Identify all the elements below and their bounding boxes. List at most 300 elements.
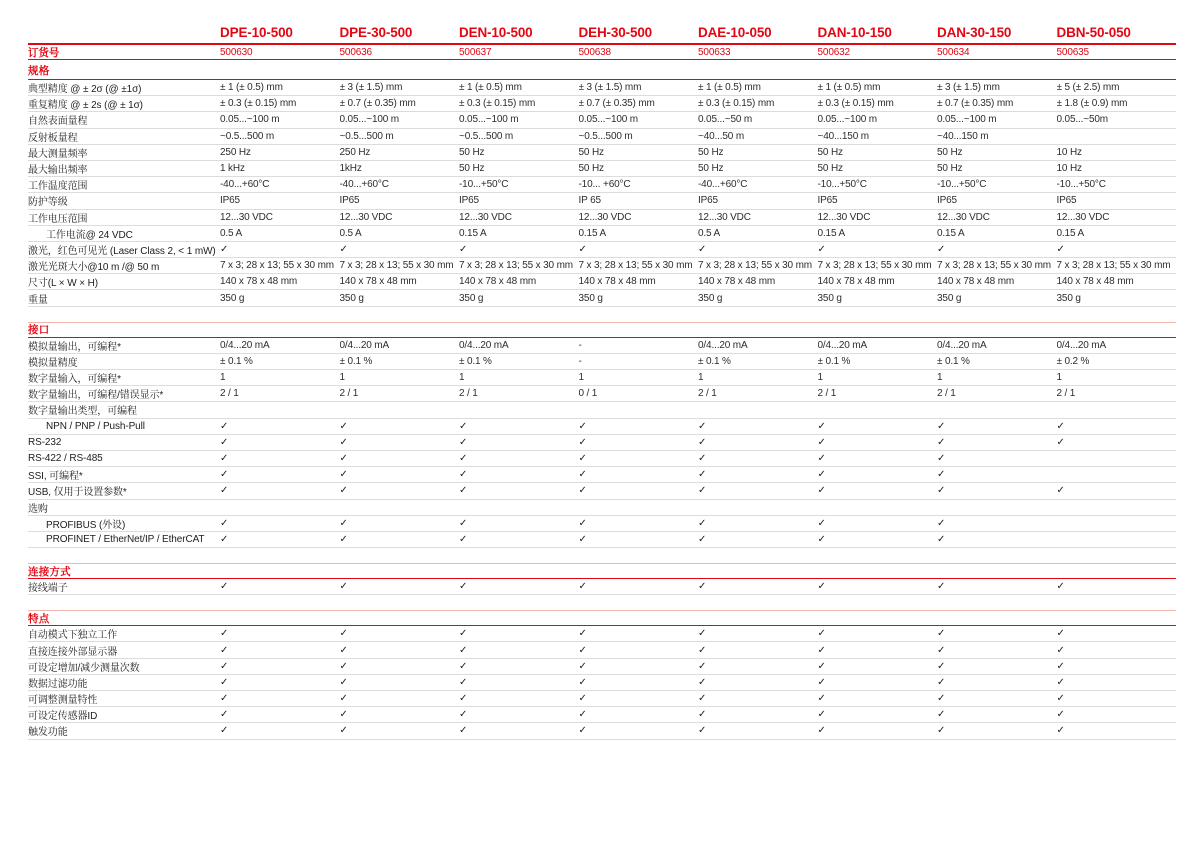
spec-cell: 50 Hz — [578, 163, 604, 175]
spec-cell: ± 0.1 % — [220, 355, 253, 367]
checkmark-icon: ✓ — [339, 660, 348, 672]
checkmark-icon: ✓ — [698, 533, 707, 545]
spec-cell: 250 Hz — [339, 146, 371, 158]
spec-cell: 10 Hz — [1056, 163, 1082, 175]
spec-cell: IP 65 — [578, 195, 601, 207]
spec-cell: 0.5 A — [220, 227, 243, 239]
checkmark-icon: ✓ — [578, 517, 587, 529]
checkmark-icon: ✓ — [220, 693, 229, 705]
spec-cell: ± 0.1 % — [937, 355, 970, 367]
spec-cell: -40...+60°C — [698, 179, 748, 191]
spec-cell: 7 x 3; 28 x 13; 55 x 30 mm — [698, 260, 812, 272]
checkmark-icon: ✓ — [817, 453, 826, 465]
spec-row — [28, 290, 1176, 306]
checkmark-icon: ✓ — [220, 243, 229, 255]
spec-cell: 350 g — [339, 292, 364, 304]
checkmark-icon: ✓ — [578, 453, 587, 465]
row-label: 工作电压范围 — [28, 213, 88, 225]
row-label: RS-422 / RS-485 — [28, 453, 103, 465]
spec-cell: 140 x 78 x 48 mm — [698, 276, 776, 288]
spec-cell: 1 — [220, 372, 226, 384]
spec-row — [28, 451, 1176, 467]
checkmark-icon: ✓ — [459, 676, 468, 688]
checkmark-icon: ✓ — [937, 469, 946, 481]
checkmark-icon: ✓ — [698, 709, 707, 721]
checkmark-icon: ✓ — [578, 420, 587, 432]
spec-cell: ~0.5...500 m — [578, 130, 633, 142]
column-header-model: DPE-30-500 — [339, 25, 413, 40]
spec-cell: 7 x 3; 28 x 13; 55 x 30 mm — [578, 260, 693, 272]
spec-cell: 350 g — [459, 292, 484, 304]
spec-cell: 0 / 1 — [578, 388, 598, 400]
checkmark-icon: ✓ — [339, 581, 348, 593]
spec-row — [28, 370, 1176, 386]
spec-cell: -10...+50°C — [1056, 179, 1106, 191]
checkmark-icon: ✓ — [459, 644, 468, 656]
checkmark-icon: ✓ — [698, 693, 707, 705]
checkmark-icon: ✓ — [698, 628, 707, 640]
spec-row — [28, 532, 1176, 548]
checkmark-icon: ✓ — [339, 676, 348, 688]
spec-cell: 12...30 VDC — [220, 211, 273, 223]
spec-cell: 7 x 3; 28 x 13; 55 x 30 mm — [220, 260, 334, 272]
checkmark-icon: ✓ — [578, 709, 587, 721]
checkmark-icon: ✓ — [339, 485, 348, 497]
checkmark-icon: ✓ — [220, 660, 229, 672]
checkmark-icon: ✓ — [339, 725, 348, 737]
spec-cell: -10...+50°C — [937, 179, 987, 191]
spec-cell: 12...30 VDC — [817, 211, 871, 223]
checkmark-icon: ✓ — [220, 725, 229, 737]
checkmark-icon: ✓ — [937, 485, 946, 497]
spec-cell: 0/4...20 mA — [698, 339, 748, 351]
spec-cell: 140 x 78 x 48 mm — [339, 276, 417, 288]
checkmark-icon: ✓ — [937, 533, 946, 545]
spec-row — [28, 80, 1176, 96]
checkmark-icon: ✓ — [698, 660, 707, 672]
checkmark-icon: ✓ — [698, 581, 707, 593]
spec-cell: ± 0.3 (± 0.15) mm — [817, 98, 894, 110]
checkmark-icon: ✓ — [578, 660, 587, 672]
row-label: 模拟量输出，可编程* — [28, 341, 121, 353]
checkmark-icon: ✓ — [937, 420, 946, 432]
column-header-model: DBN-50-050 — [1056, 25, 1131, 40]
checkmark-icon: ✓ — [817, 243, 826, 255]
spec-cell: 0.05...~100 m — [937, 114, 997, 126]
spec-cell: - — [578, 339, 582, 351]
checkmark-icon: ✓ — [698, 517, 707, 529]
checkmark-icon: ✓ — [578, 725, 587, 737]
column-header-model: DEN-10-500 — [459, 25, 533, 40]
spec-row — [28, 516, 1176, 532]
spec-cell: 0.5 A — [339, 227, 362, 239]
spec-cell: ~40...150 m — [817, 130, 869, 142]
spec-cell: 50 Hz — [817, 146, 843, 158]
checkmark-icon: ✓ — [817, 517, 826, 529]
checkmark-icon: ✓ — [459, 485, 468, 497]
checkmark-icon: ✓ — [817, 533, 826, 545]
checkmark-icon: ✓ — [220, 469, 229, 481]
spec-cell: ± 0.1 % — [817, 355, 851, 367]
section-title: 特点 — [28, 610, 1176, 626]
spec-cell: 12...30 VDC — [698, 211, 751, 223]
spec-cell: 50 Hz — [817, 163, 843, 175]
checkmark-icon: ✓ — [817, 436, 826, 448]
row-label: 重复精度 @ ± 2s (@ ± 1σ) — [28, 100, 143, 112]
spec-cell: ± 0.7 (± 0.35) mm — [937, 98, 1014, 110]
checkmark-icon: ✓ — [339, 243, 348, 255]
spec-cell: 50 Hz — [937, 163, 963, 175]
spec-cell: 1 — [1056, 372, 1062, 384]
spec-cell: IP65 — [339, 195, 360, 207]
column-header-model: DAN-30-150 — [937, 25, 1012, 40]
checkmark-icon: ✓ — [817, 709, 826, 721]
order-number: 500632 — [817, 46, 850, 58]
spec-row — [28, 210, 1176, 226]
checkmark-icon: ✓ — [937, 725, 946, 737]
spec-cell: 0.05...~100 m — [339, 114, 399, 126]
checkmark-icon: ✓ — [1056, 628, 1065, 640]
spec-cell: ± 0.1 % — [459, 355, 492, 367]
spec-row — [28, 242, 1176, 258]
row-label: 工作温度范围 — [28, 181, 88, 193]
column-header-model: DPE-10-500 — [220, 25, 293, 40]
checkmark-icon: ✓ — [459, 709, 468, 721]
checkmark-icon: ✓ — [339, 693, 348, 705]
row-label: 尺寸(L × W × H) — [28, 278, 99, 290]
checkmark-icon: ✓ — [698, 485, 707, 497]
checkmark-icon: ✓ — [937, 436, 946, 448]
checkmark-icon: ✓ — [817, 628, 826, 640]
spec-cell: 1 — [698, 372, 704, 384]
spec-cell: ~0.5...500 m — [220, 130, 275, 142]
row-label: 接线端子 — [28, 583, 68, 595]
checkmark-icon: ✓ — [1056, 420, 1065, 432]
spec-cell: 140 x 78 x 48 mm — [220, 276, 298, 288]
checkmark-icon: ✓ — [698, 243, 707, 255]
spec-cell: IP65 — [937, 195, 957, 207]
checkmark-icon: ✓ — [220, 517, 229, 529]
row-label: 自动模式下独立工作 — [28, 630, 118, 642]
spec-cell: 0/4...20 mA — [817, 339, 867, 351]
section-title: 连接方式 — [28, 563, 1176, 579]
column-header-model: DAE-10-050 — [698, 25, 772, 40]
spec-cell: 2 / 1 — [817, 388, 837, 400]
spec-row — [28, 386, 1176, 402]
spec-cell: 0/4...20 mA — [220, 339, 270, 351]
spec-cell: 50 Hz — [578, 146, 604, 158]
row-label: 工作电流@ 24 VDC — [46, 229, 133, 241]
order-number: 500630 — [220, 46, 253, 58]
order-number: 500634 — [937, 46, 970, 58]
spec-cell: 350 g — [698, 292, 723, 304]
spec-cell: 12...30 VDC — [1056, 211, 1110, 223]
checkmark-icon: ✓ — [817, 644, 826, 656]
checkmark-icon: ✓ — [1056, 581, 1065, 593]
order-number: 500637 — [459, 46, 492, 58]
checkmark-icon: ✓ — [459, 243, 468, 255]
row-label: 防护等级 — [28, 197, 68, 209]
row-label: 直接连接外部显示器 — [28, 646, 118, 658]
spec-cell: 0/4...20 mA — [339, 339, 389, 351]
row-label: 激光光斑大小@10 m /@ 50 m — [28, 262, 160, 274]
spec-cell: 0.15 A — [817, 227, 845, 239]
spec-cell: -40...+60°C — [220, 179, 270, 191]
checkmark-icon: ✓ — [339, 628, 348, 640]
spec-cell: ± 1 (± 0.5) mm — [220, 82, 283, 94]
checkmark-icon: ✓ — [220, 709, 229, 721]
checkmark-icon: ✓ — [220, 485, 229, 497]
checkmark-icon: ✓ — [459, 628, 468, 640]
spec-cell: IP65 — [459, 195, 479, 207]
spec-cell: 1 — [578, 372, 584, 384]
spec-row — [28, 96, 1176, 112]
spec-cell: 7 x 3; 28 x 13; 55 x 30 mm — [937, 260, 1051, 272]
spec-cell: 0.05...~100 m — [578, 114, 638, 126]
checkmark-icon: ✓ — [1056, 725, 1065, 737]
checkmark-icon: ✓ — [220, 676, 229, 688]
spec-cell: 350 g — [817, 292, 842, 304]
row-label: 典型精度 @ ± 2σ (@ ±1σ) — [28, 84, 142, 96]
spec-cell: 140 x 78 x 48 mm — [459, 276, 537, 288]
row-label: PROFINET / EtherNet/IP / EtherCAT — [46, 533, 205, 545]
checkmark-icon: ✓ — [459, 660, 468, 672]
order-number: 500635 — [1056, 46, 1089, 58]
checkmark-icon: ✓ — [339, 517, 348, 529]
spec-cell: 50 Hz — [937, 146, 963, 158]
spec-row — [28, 274, 1176, 290]
spec-cell: ± 1.8 (± 0.9) mm — [1056, 98, 1128, 110]
spec-row — [28, 419, 1176, 435]
spec-cell: 1kHz — [339, 163, 362, 175]
spec-cell: -10...+50°C — [817, 179, 867, 191]
checkmark-icon: ✓ — [817, 660, 826, 672]
checkmark-icon: ✓ — [459, 533, 468, 545]
checkmark-icon: ✓ — [817, 581, 826, 593]
spec-cell: 2 / 1 — [459, 388, 478, 400]
spec-cell: 1 kHz — [220, 163, 245, 175]
spec-row — [28, 161, 1176, 177]
sub-section-row — [28, 500, 1176, 516]
spec-cell: 0.05...~100 m — [220, 114, 280, 126]
checkmark-icon: ✓ — [459, 436, 468, 448]
spec-cell: ± 1 (± 0.5) mm — [817, 82, 881, 94]
checkmark-icon: ✓ — [459, 453, 468, 465]
checkmark-icon: ✓ — [698, 676, 707, 688]
spec-cell: ± 0.2 % — [1056, 355, 1090, 367]
spec-row — [28, 642, 1176, 658]
spec-cell: ~40...150 m — [937, 130, 989, 142]
spec-cell: IP65 — [817, 195, 838, 207]
checkmark-icon: ✓ — [220, 581, 229, 593]
spec-cell: ± 0.3 (± 0.15) mm — [698, 98, 775, 110]
spec-cell: 140 x 78 x 48 mm — [937, 276, 1015, 288]
checkmark-icon: ✓ — [220, 436, 229, 448]
spec-cell: 140 x 78 x 48 mm — [817, 276, 895, 288]
checkmark-icon: ✓ — [698, 725, 707, 737]
checkmark-icon: ✓ — [817, 420, 826, 432]
spec-cell: 0.05...~50m — [1056, 114, 1108, 126]
spec-row — [28, 193, 1176, 209]
checkmark-icon: ✓ — [578, 581, 587, 593]
checkmark-icon: ✓ — [459, 420, 468, 432]
checkmark-icon: ✓ — [937, 581, 946, 593]
row-label: 最大输出频率 — [28, 165, 88, 177]
spec-row — [28, 258, 1176, 274]
column-header-row — [28, 22, 1176, 45]
row-label: 数字量输入，可编程* — [28, 374, 121, 386]
row-label: 触发功能 — [28, 727, 68, 739]
spec-cell: 1 — [339, 372, 345, 384]
spec-cell: ± 3 (± 1.5) mm — [937, 82, 1000, 94]
spec-cell: ± 5 (± 2.5) mm — [1056, 82, 1120, 94]
spec-row — [28, 723, 1176, 739]
row-label: 可设定增加/减少测量次数 — [28, 662, 140, 674]
spec-cell: ± 1 (± 0.5) mm — [698, 82, 761, 94]
row-label: 自然表面量程 — [28, 116, 88, 128]
checkmark-icon: ✓ — [1056, 243, 1065, 255]
spec-row — [28, 145, 1176, 161]
checkmark-icon: ✓ — [578, 485, 587, 497]
spec-row — [28, 354, 1176, 370]
checkmark-icon: ✓ — [578, 469, 587, 481]
checkmark-icon: ✓ — [937, 517, 946, 529]
spec-cell: 0.15 A — [937, 227, 965, 239]
spec-cell: ± 3 (± 1.5) mm — [339, 82, 403, 94]
spec-cell: ± 0.1 % — [698, 355, 731, 367]
row-label: USB, 仅用于设置参数* — [28, 487, 127, 499]
spec-cell: -10...+50°C — [459, 179, 509, 191]
row-label: 激光，红色可见光 (Laser Class 2, < 1 mW) — [28, 245, 216, 257]
spec-row — [28, 483, 1176, 499]
spec-cell: 7 x 3; 28 x 13; 55 x 30 mm — [339, 260, 454, 272]
spec-cell: 2 / 1 — [937, 388, 956, 400]
row-label: 数字量输出类型，可编程 — [28, 406, 137, 418]
order-number: 500636 — [339, 46, 372, 58]
spec-cell: 12...30 VDC — [937, 211, 990, 223]
row-label: PROFIBUS (外设) — [46, 519, 126, 531]
spec-cell: 7 x 3; 28 x 13; 55 x 30 mm — [459, 260, 573, 272]
spec-cell: 7 x 3; 28 x 13; 55 x 30 mm — [1056, 260, 1171, 272]
checkmark-icon: ✓ — [220, 644, 229, 656]
spec-cell: ± 0.1 % — [339, 355, 373, 367]
checkmark-icon: ✓ — [817, 485, 826, 497]
spec-cell: 2 / 1 — [220, 388, 239, 400]
order-number-label: 订货号 — [28, 46, 60, 59]
spec-cell: 0/4...20 mA — [1056, 339, 1106, 351]
row-label: 可设定传感器ID — [28, 711, 98, 723]
checkmark-icon: ✓ — [220, 533, 229, 545]
spec-cell: 50 Hz — [698, 146, 724, 158]
checkmark-icon: ✓ — [817, 469, 826, 481]
spec-cell: 2 / 1 — [1056, 388, 1076, 400]
spec-cell: ± 0.7 (± 0.35) mm — [339, 98, 416, 110]
checkmark-icon: ✓ — [937, 628, 946, 640]
section-title: 接口 — [28, 322, 1176, 338]
row-label: NPN / PNP / Push-Pull — [46, 420, 145, 432]
spec-cell: 2 / 1 — [339, 388, 359, 400]
spec-cell: ± 1 (± 0.5) mm — [459, 82, 522, 94]
spec-cell: 350 g — [937, 292, 962, 304]
checkmark-icon: ✓ — [578, 628, 587, 640]
order-number-row — [28, 45, 1176, 60]
checkmark-icon: ✓ — [698, 644, 707, 656]
checkmark-icon: ✓ — [578, 243, 587, 255]
checkmark-icon: ✓ — [698, 436, 707, 448]
checkmark-icon: ✓ — [937, 676, 946, 688]
spec-cell: 350 g — [1056, 292, 1081, 304]
order-number: 500633 — [698, 46, 731, 58]
spec-cell: 50 Hz — [459, 146, 485, 158]
spec-row — [28, 226, 1176, 242]
checkmark-icon: ✓ — [578, 676, 587, 688]
spec-cell: 0.05...~50 m — [698, 114, 753, 126]
spec-cell: 0.5 A — [698, 227, 721, 239]
row-label: SSI, 可编程* — [28, 471, 83, 483]
checkmark-icon: ✓ — [339, 469, 348, 481]
column-header-model: DEH-30-500 — [578, 25, 653, 40]
spec-cell: ~40...50 m — [698, 130, 745, 142]
spec-cell: 50 Hz — [698, 163, 724, 175]
checkmark-icon: ✓ — [459, 581, 468, 593]
spec-row — [28, 691, 1176, 707]
spec-row — [28, 626, 1176, 642]
spec-cell: 12...30 VDC — [459, 211, 512, 223]
checkmark-icon: ✓ — [578, 436, 587, 448]
checkmark-icon: ✓ — [698, 469, 707, 481]
row-label: 最大测量频率 — [28, 148, 88, 160]
spec-cell: ~0.5...500 m — [459, 130, 514, 142]
spec-row — [28, 707, 1176, 723]
checkmark-icon: ✓ — [937, 660, 946, 672]
spec-cell: 0.15 A — [578, 227, 606, 239]
checkmark-icon: ✓ — [1056, 660, 1065, 672]
spec-row — [28, 177, 1176, 193]
checkmark-icon: ✓ — [1056, 693, 1065, 705]
spec-cell: -10... +60°C — [578, 179, 631, 191]
checkmark-icon: ✓ — [220, 628, 229, 640]
spec-cell: 1 — [459, 372, 465, 384]
row-label: 数据过滤功能 — [28, 678, 88, 690]
checkmark-icon: ✓ — [459, 693, 468, 705]
spec-cell: 7 x 3; 28 x 13; 55 x 30 mm — [817, 260, 932, 272]
spec-row — [28, 129, 1176, 145]
spec-row — [28, 435, 1176, 451]
spec-row — [28, 112, 1176, 128]
row-label: 选购 — [28, 503, 48, 515]
order-number: 500638 — [578, 46, 611, 58]
spec-row — [28, 675, 1176, 691]
checkmark-icon: ✓ — [459, 725, 468, 737]
checkmark-icon: ✓ — [817, 693, 826, 705]
spec-cell: 0.05...~100 m — [459, 114, 519, 126]
checkmark-icon: ✓ — [339, 453, 348, 465]
checkmark-icon: ✓ — [339, 644, 348, 656]
spec-cell: 0.05...~100 m — [817, 114, 877, 126]
checkmark-icon: ✓ — [339, 709, 348, 721]
checkmark-icon: ✓ — [698, 453, 707, 465]
spec-cell: 50 Hz — [459, 163, 485, 175]
spec-cell: 1 — [817, 372, 823, 384]
section-title: 规格 — [28, 62, 1176, 80]
row-label: 重量 — [28, 294, 48, 306]
spec-cell: 0/4...20 mA — [937, 339, 987, 351]
spec-row — [28, 338, 1176, 354]
sub-section-row — [28, 402, 1176, 418]
spec-cell: -40...+60°C — [339, 179, 389, 191]
spec-cell: ± 3 (± 1.5) mm — [578, 82, 642, 94]
spec-cell: 350 g — [578, 292, 603, 304]
